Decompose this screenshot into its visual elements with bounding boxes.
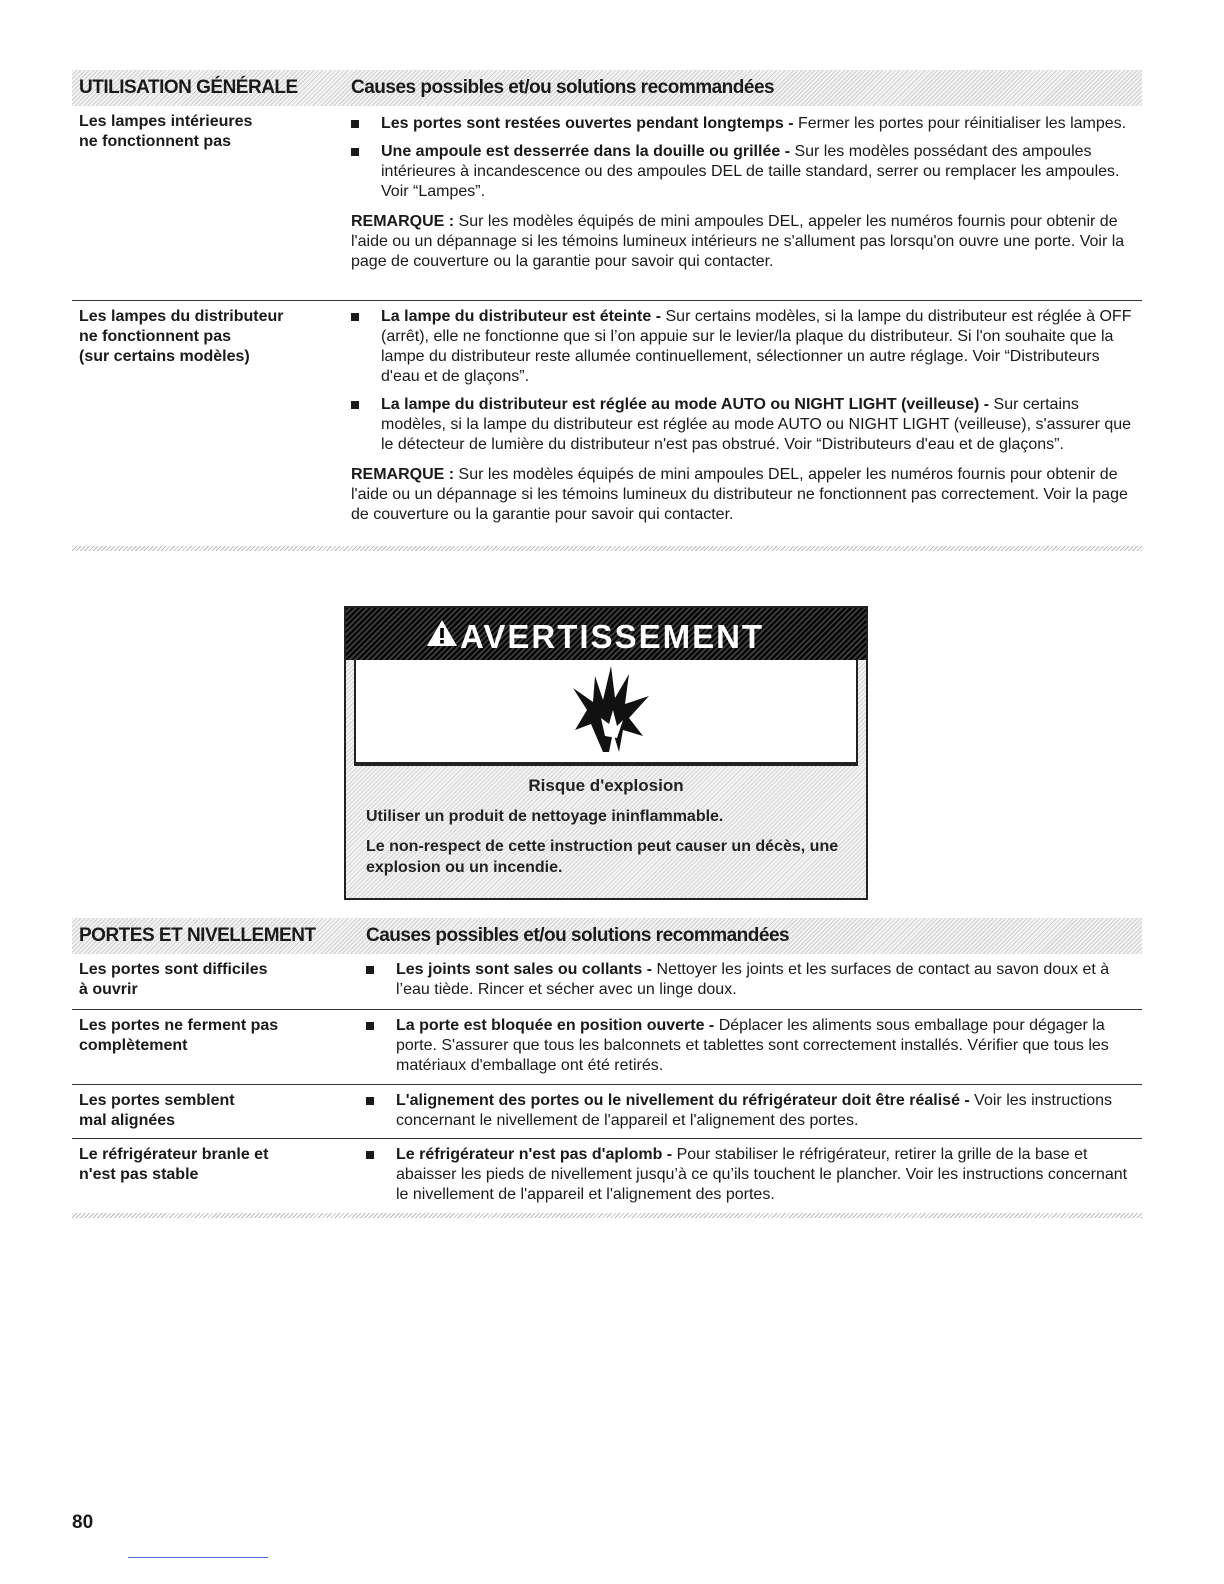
condition-line: ne fonctionnent pas	[79, 133, 231, 150]
bullet-icon	[351, 401, 359, 409]
hazard-symbol-panel	[354, 660, 858, 764]
condition-line: complètement	[79, 1037, 188, 1054]
explosion-icon	[571, 666, 651, 754]
note-text: Sur les modèles équipés de mini ampoules DEL, appeler les numéros fournis pour obtenir de l'aide ou un dépannage si les témoins lumineux du distributeur ne fonctionnent pas correctement. Voir la page de couverture ou la garantie pour savoir qui contacter.	[351, 466, 1128, 523]
condition-label	[79, 1145, 329, 1185]
cause-title: Les joints sont sales ou collants -	[396, 961, 653, 978]
cause-bullet	[351, 114, 1136, 134]
cause-title: La porte est bloquée en position ouverte -	[396, 1017, 715, 1034]
cause-text: Nettoyer les joints et les surfaces de contact au savon doux et à l’eau tiède. Rincer et sécher avec un linge doux.	[396, 961, 1110, 998]
cause-title: Une ampoule est desserrée dans la douille ou grillée -	[381, 143, 791, 160]
note-label: REMARQUE :	[351, 466, 455, 483]
condition-label	[79, 1091, 329, 1131]
cause-title: L'alignement des portes ou le nivellement du réfrigérateur doit être réalisé -	[396, 1092, 970, 1109]
table-row	[72, 954, 1142, 1010]
condition-label	[79, 307, 329, 367]
cause-bullet	[366, 1091, 1136, 1131]
cause-text: Sur certains modèles, si la lampe du distributeur est réglée au mode AUTO ou NIGHT LIGHT (veilleuse), s'assurer que le détecteur de lumière du distributeur n'est pas obstrué. Voir “Distributeurs d'eau et de glaçons”.	[381, 396, 1132, 453]
table-row	[72, 1085, 1142, 1139]
note-text: Sur les modèles équipés de mini ampoules DEL, appeler les numéros fournis pour obtenir de l'aide ou un dépannage si les témoins lumineux intérieurs ne s'allument pas lorsqu'on ouvre une porte. Voir la page de couverture ou la garantie pour savoir qui contacter.	[351, 213, 1125, 270]
page-number: 80	[72, 1512, 94, 1533]
condition-line: Les portes semblent	[79, 1092, 235, 1109]
warning-consequence: Le non-respect de cette instruction peut causer un décès, une explosion ou un incendie.	[366, 838, 839, 876]
divider	[354, 764, 858, 766]
general-use-table	[72, 70, 1142, 551]
cause-bullet	[366, 1016, 1141, 1076]
causes-cell	[351, 114, 1136, 272]
bullet-icon	[366, 966, 374, 974]
condition-line: Les portes ne ferment pas	[79, 1017, 279, 1034]
table-header	[72, 70, 1142, 106]
warning-risk: Risque d'explosion	[528, 776, 684, 795]
condition-line: (sur certains modèles)	[79, 348, 250, 365]
bullet-icon	[366, 1097, 374, 1105]
cause-bullet	[366, 960, 1136, 1000]
condition-line: ne fonctionnent pas	[79, 328, 231, 345]
cause-title: Le réfrigérateur n'est pas d'aplomb -	[396, 1146, 673, 1163]
note	[351, 465, 1136, 525]
cause-text: Déplacer les aliments sous emballage pour dégager la porte. S'assurer que tous les balconnets et tablettes sont correctement installés. Vérifier que tous les matériaux d'emballage ont été retirés.	[396, 1017, 1109, 1074]
bullet-icon	[366, 1151, 374, 1159]
table-row	[72, 1010, 1142, 1085]
causes-cell	[366, 1016, 1141, 1076]
condition-line: n'est pas stable	[79, 1166, 199, 1183]
condition-label	[79, 112, 329, 152]
cause-bullet	[351, 307, 1136, 387]
bullet-icon	[351, 148, 359, 156]
condition-label	[79, 960, 329, 1000]
table-row	[72, 106, 1142, 301]
warning-banner	[346, 608, 866, 660]
cause-text: Sur les modèles possédant des ampoules intérieures à incandescence ou des ampoules DEL de taille standard, serrer ou remplacer les ampoules. Voir “Lampes”.	[381, 143, 1120, 200]
bullet-icon	[351, 313, 359, 321]
cause-bullet	[366, 1145, 1136, 1205]
section-title: PORTES ET NIVELLEMENT	[79, 925, 316, 946]
bullet-icon	[351, 120, 359, 128]
causes-cell	[366, 960, 1136, 1000]
cause-text: Fermer les portes pour réinitialiser les lampes.	[793, 115, 1127, 132]
doors-leveling-table	[72, 918, 1142, 1218]
note-label: REMARQUE :	[351, 213, 455, 230]
cause-bullet	[351, 395, 1136, 455]
cause-bullet	[351, 142, 1136, 202]
cause-text: Voir les instructions concernant le nivellement de l'appareil et l'alignement des portes.	[396, 1092, 1113, 1129]
table-bottom-border	[72, 1213, 1142, 1218]
condition-line: Les lampes intérieures	[79, 113, 253, 130]
cause-text: Pour stabiliser le réfrigérateur, retirer la grille de la base et abaisser les pieds de nivellement jusqu’à ce qu’ils touchent le plancher. Voir les instructions concernant le nivellement de l'appareil et l'alignement des portes.	[396, 1146, 1128, 1203]
warning-box	[344, 606, 868, 900]
condition-line: Les lampes du distributeur	[79, 308, 284, 325]
causes-cell	[351, 307, 1136, 525]
cause-text: Sur certains modèles, si la lampe du distributeur est réglée à OFF (arrêt), elle ne fonctionne que si l’on appuie sur le levier/la plaque du distributeur. Si l'on souhaite que la lampe du distributeur reste allumée continuellement, sélectionner un autre réglage. Voir “Distributeurs d'eau et de glaçons”.	[381, 308, 1132, 385]
bullet-icon	[366, 1022, 374, 1030]
causes-cell	[366, 1091, 1136, 1131]
condition-line: à ouvrir	[79, 981, 138, 998]
cause-title: La lampe du distributeur est éteinte -	[381, 308, 662, 325]
condition-line: mal alignées	[79, 1112, 176, 1129]
causes-heading: Causes possibles et/ou solutions recommandées	[351, 77, 775, 98]
footer-line	[128, 1557, 268, 1558]
note	[351, 212, 1136, 272]
table-bottom-border	[72, 546, 1142, 551]
table-header	[72, 918, 1142, 954]
condition-line: Le réfrigérateur branle et	[79, 1146, 269, 1163]
warning-instruction: Utiliser un produit de nettoyage ininflammable.	[366, 808, 724, 825]
condition-line: Les portes sont difficiles	[79, 961, 268, 978]
cause-title: La lampe du distributeur est réglée au mode AUTO ou NIGHT LIGHT (veilleuse) -	[381, 396, 990, 413]
cause-title: Les portes sont restées ouvertes pendant longtemps -	[381, 115, 794, 132]
table-row	[72, 301, 1142, 546]
warning-triangle-icon	[426, 618, 458, 648]
warning-title: AVERTISSEMENT	[460, 618, 765, 655]
causes-cell	[366, 1145, 1136, 1205]
condition-label	[79, 1016, 329, 1056]
causes-heading: Causes possibles et/ou solutions recommandées	[366, 925, 790, 946]
table-row	[72, 1139, 1142, 1213]
section-title: UTILISATION GÉNÉRALE	[79, 77, 298, 98]
